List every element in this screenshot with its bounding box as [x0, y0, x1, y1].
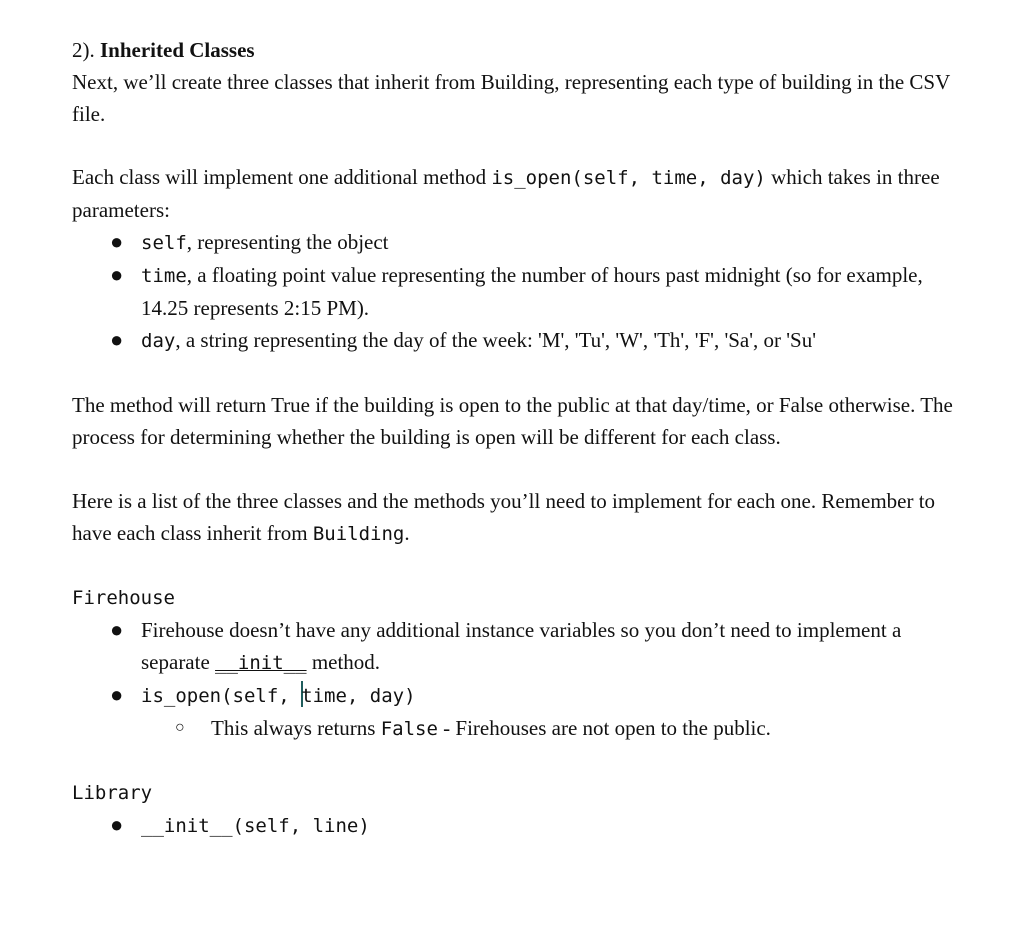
- returns-text-lead: This always returns: [211, 716, 376, 740]
- param-name: self: [141, 232, 187, 254]
- list-item: [72, 679, 972, 712]
- hollow-bullet-icon: ○: [175, 719, 185, 736]
- method-signature-start: is_open(self,: [141, 685, 302, 707]
- list-item: [72, 324, 972, 357]
- list-item: [72, 226, 972, 259]
- bullet-icon: ●: [110, 617, 124, 642]
- classes-intro: [72, 485, 972, 550]
- method-description-tail: which takes in three parameters:: [72, 165, 940, 222]
- bullet-icon: ●: [110, 682, 124, 707]
- param-name: day: [141, 330, 176, 352]
- library-method-list: [72, 809, 972, 842]
- param-description: , representing the object: [186, 230, 389, 254]
- param-name: time: [141, 265, 187, 287]
- library-init-signature: __init__(self, line): [141, 815, 370, 837]
- bullet-icon: ●: [110, 812, 124, 837]
- library-class-name: Library: [72, 782, 153, 804]
- return-description: The method will return True if the building is open to the public at that day/time, or False otherwise. The process for determining whether the building is open will be different for each class.: [72, 393, 953, 449]
- method-description-lead: Each class will implement one additional method: [72, 165, 487, 189]
- firehouse-method-list: [72, 614, 972, 745]
- parameter-list: [72, 226, 972, 357]
- param-description: , a floating point value representing the number of hours past midnight (so for example, 14.25 represents 2:15 PM).: [141, 263, 923, 320]
- bullet-icon: ●: [110, 229, 124, 254]
- list-item: [72, 614, 972, 679]
- firehouse-class-name: Firehouse: [72, 587, 175, 609]
- init-method-name: __init__: [215, 652, 307, 674]
- classes-intro-text: Here is a list of the three classes and the methods you’ll need to implement for each one. Remember to have each class inherit from: [72, 489, 936, 545]
- document-page: [72, 34, 972, 842]
- param-description: , a string representing the day of the week: 'M', 'Tu', 'W', 'Th', 'F', 'Sa', or 'Su': [175, 328, 817, 352]
- firehouse-method-signature: [141, 685, 416, 707]
- section-heading: [72, 34, 972, 66]
- list-item: [72, 712, 972, 745]
- firehouse-note-lead: Firehouse doesn’t have any additional instance variables so you don’t need to implement a separate: [141, 618, 902, 674]
- classes-intro-period: .: [404, 521, 410, 545]
- method-signature: is_open(self, time, day): [491, 167, 766, 189]
- section-number: 2).: [72, 38, 95, 62]
- returns-value: False: [380, 718, 438, 740]
- returns-text-tail: - Firehouses are not open to the public.: [443, 716, 771, 740]
- intro-paragraph: Next, we’ll create three classes that inherit from Building, representing each type of building in the CSV file.: [72, 70, 950, 126]
- list-item: [72, 809, 972, 842]
- base-class-name: Building: [312, 523, 405, 545]
- firehouse-note-tail: method.: [311, 650, 381, 674]
- bullet-icon: ●: [110, 327, 124, 352]
- list-item: [72, 259, 972, 324]
- method-description: [72, 161, 972, 226]
- bullet-icon: ●: [110, 262, 124, 287]
- section-title: Inherited Classes: [100, 38, 255, 62]
- method-signature-end: time, day): [301, 685, 416, 707]
